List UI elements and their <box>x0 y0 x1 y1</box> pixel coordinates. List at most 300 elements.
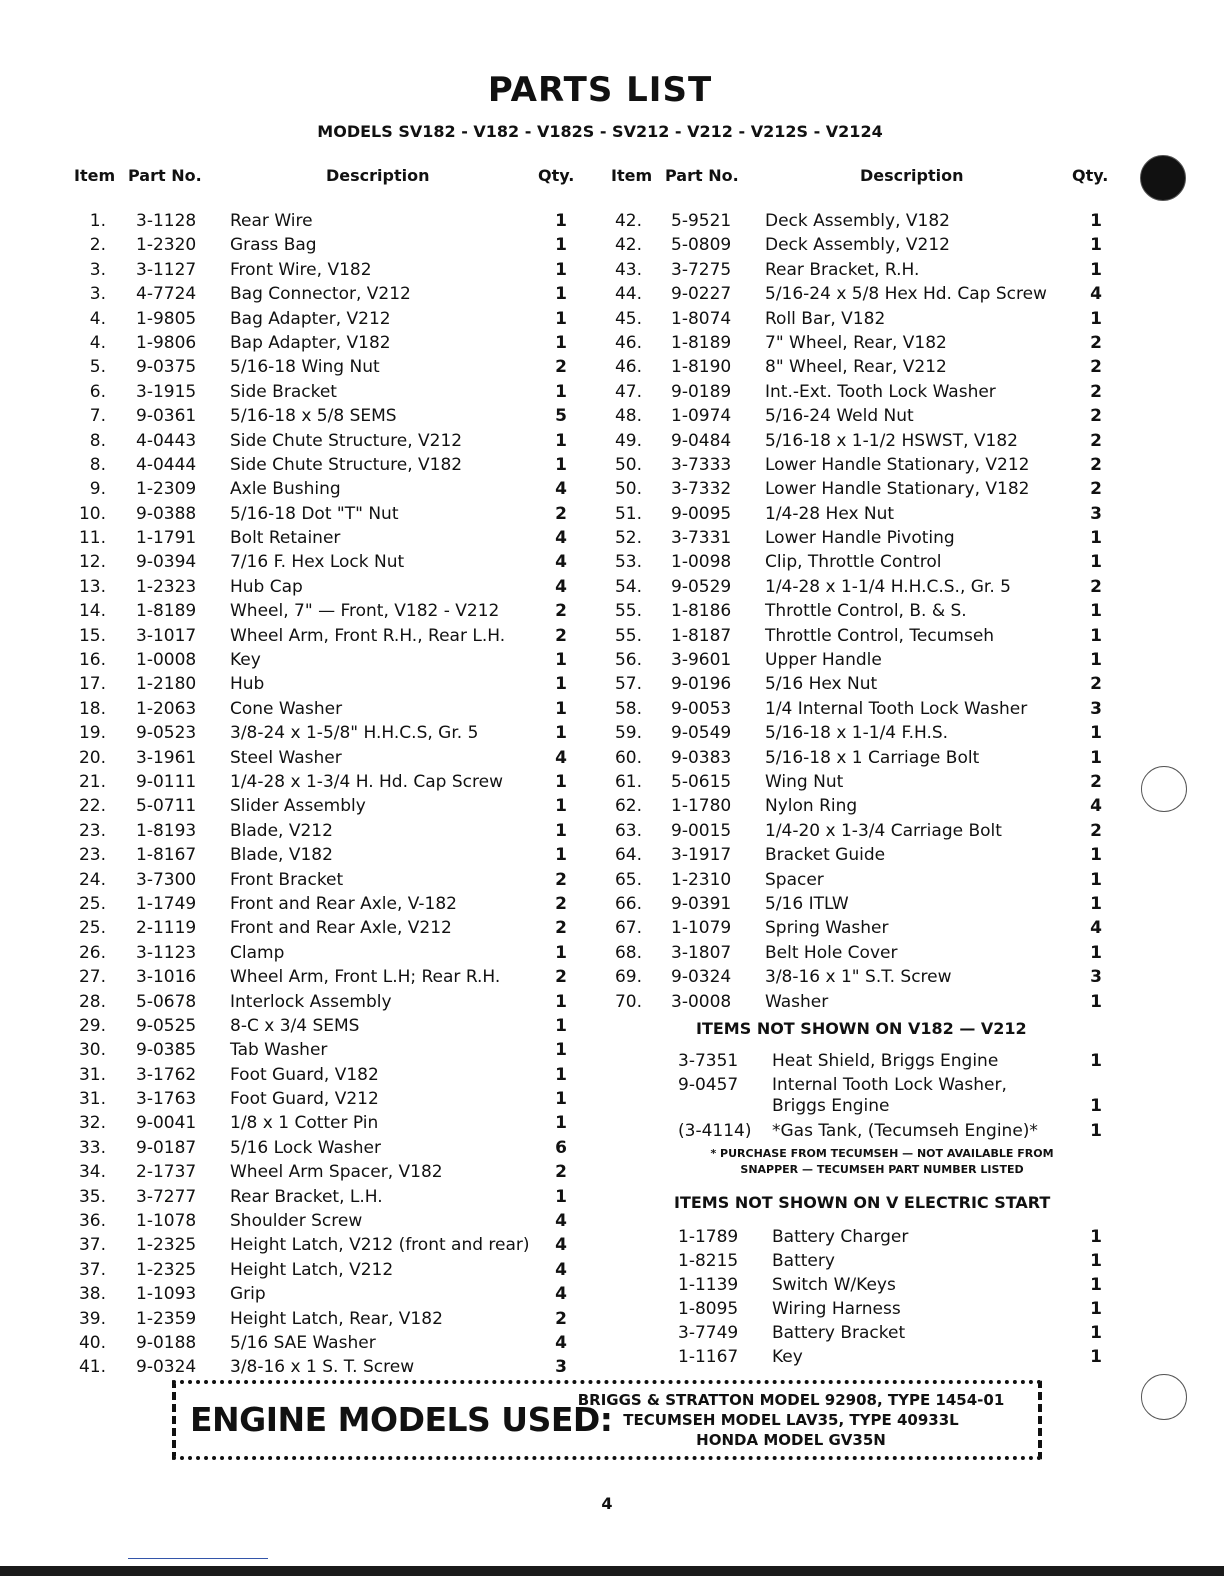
part-quantity: 4 <box>555 747 567 768</box>
part-description: Rear Bracket, R.H. <box>765 259 920 280</box>
item-number: 3. <box>89 284 106 305</box>
list-item <box>0 1119 1224 1143</box>
header-item-right: Item <box>611 166 653 185</box>
part-quantity: 2 <box>555 869 567 890</box>
part-number: 3-1127 <box>136 259 197 280</box>
part-number: 9-0324 <box>671 967 732 988</box>
part-description: Wing Nut <box>765 771 844 792</box>
item-number: 28. <box>78 991 106 1012</box>
item-number: 41. <box>78 1357 106 1378</box>
table-row <box>0 624 1224 648</box>
item-number: 49. <box>614 430 642 451</box>
part-number: 3-1123 <box>136 942 197 963</box>
part-number: 3-7351 <box>678 1051 739 1071</box>
item-number: 4. <box>89 308 106 329</box>
part-quantity: 1 <box>1090 1096 1102 1117</box>
part-quantity: 2 <box>555 625 567 646</box>
part-description: Interlock Assembly <box>230 991 392 1012</box>
item-number: 37. <box>78 1259 106 1280</box>
part-quantity: 1 <box>1090 625 1102 646</box>
item-number: 66. <box>614 893 642 914</box>
part-quantity: 4 <box>555 1259 567 1280</box>
part-quantity: 6 <box>555 1137 567 1158</box>
part-quantity: 2 <box>555 1162 567 1183</box>
part-description: 1/4 Internal Tooth Lock Washer <box>765 698 1028 719</box>
part-quantity: 2 <box>1090 576 1102 597</box>
part-description: Bolt Retainer <box>230 528 341 549</box>
part-description: 7/16 F. Hex Lock Nut <box>230 552 405 573</box>
item-number: 53. <box>614 552 642 573</box>
part-number: 1-1167 <box>678 1347 739 1367</box>
part-number: 4-7724 <box>136 284 197 305</box>
part-description: Bap Adapter, V182 <box>230 332 391 353</box>
part-number: 1-2325 <box>136 1259 197 1280</box>
parts-table-right <box>0 209 1224 1014</box>
part-quantity: 4 <box>555 1332 567 1353</box>
item-number: 45. <box>614 308 642 329</box>
part-number: (3-4114) <box>678 1120 752 1141</box>
header-description-left: Description <box>326 166 430 185</box>
part-quantity: 1 <box>555 1186 567 1207</box>
part-quantity: 1 <box>1090 869 1102 890</box>
part-quantity: 1 <box>555 845 567 866</box>
part-quantity: 4 <box>1090 284 1102 305</box>
item-number: 5. <box>89 357 106 378</box>
part-description: Nylon Ring <box>765 796 858 817</box>
part-number: 3-7332 <box>671 479 732 500</box>
table-row <box>0 746 1224 770</box>
list-item <box>0 1249 1224 1273</box>
part-number: 5-0615 <box>671 771 732 792</box>
table-row <box>0 453 1224 477</box>
item-number: 24. <box>78 869 106 890</box>
header-item-left: Item <box>74 166 116 185</box>
item-number: 55. <box>614 601 642 622</box>
table-row <box>0 1014 600 1038</box>
page-number: 4 <box>601 1494 613 1513</box>
part-quantity: 2 <box>555 967 567 988</box>
part-description: 1/4-28 x 1-3/4 H. Hd. Cap Screw <box>230 771 503 792</box>
part-quantity: 1 <box>1090 1051 1102 1071</box>
item-number: 62. <box>614 796 642 817</box>
binder-hole-icon <box>1141 766 1187 812</box>
item-number: 52. <box>614 528 642 549</box>
part-description: 1/8 x 1 Cotter Pin <box>230 1113 379 1134</box>
item-number: 31. <box>78 1064 106 1085</box>
item-number: 61. <box>614 771 642 792</box>
part-quantity: 1 <box>1090 1323 1102 1343</box>
part-quantity: 1 <box>1090 1347 1102 1367</box>
part-quantity: 1 <box>555 454 567 475</box>
part-number: 3-7331 <box>671 528 732 549</box>
item-number: 21. <box>78 771 106 792</box>
item-number: 57. <box>614 674 642 695</box>
part-number: 1-2309 <box>136 479 197 500</box>
item-number: 23. <box>78 845 106 866</box>
part-number: 9-0095 <box>671 503 732 524</box>
part-description: 5/16-24 Weld Nut <box>765 406 914 427</box>
part-number: 3-9601 <box>671 650 732 671</box>
part-quantity: 1 <box>555 796 567 817</box>
part-number: 1-2323 <box>136 576 197 597</box>
part-description: 8" Wheel, Rear, V212 <box>765 357 947 378</box>
part-description: Front Bracket <box>230 869 344 890</box>
part-description: Foot Guard, V212 <box>230 1089 379 1110</box>
list-item <box>0 1273 1224 1297</box>
table-row <box>0 404 1224 428</box>
table-row <box>0 941 1224 965</box>
part-quantity: 1 <box>555 723 567 744</box>
part-number: 3-1128 <box>136 211 197 231</box>
part-number: 9-0187 <box>136 1137 197 1158</box>
scan-mark <box>128 1558 268 1559</box>
part-number: 3-1763 <box>136 1089 197 1110</box>
not-shown-electric-heading: ITEMS NOT SHOWN ON V ELECTRIC START <box>674 1193 1051 1212</box>
part-description: Shoulder Screw <box>230 1211 363 1232</box>
part-description: 5/16 Lock Washer <box>230 1137 381 1158</box>
item-number: 68. <box>614 942 642 963</box>
part-number: 1-1139 <box>678 1275 739 1295</box>
part-number: 1-0974 <box>671 406 732 427</box>
item-number: 42. <box>614 211 642 231</box>
part-description: Clamp <box>230 942 285 963</box>
part-description: Grip <box>230 1284 266 1305</box>
part-description: 3/8-16 x 1" S.T. Screw <box>765 967 952 988</box>
table-row <box>0 282 1224 306</box>
part-number: 1-8095 <box>678 1299 739 1319</box>
item-number: 46. <box>614 357 642 378</box>
table-row <box>0 599 1224 623</box>
table-row <box>0 502 1224 526</box>
page-title: PARTS LIST <box>487 70 713 110</box>
part-quantity: 1 <box>1090 1275 1102 1295</box>
table-row <box>0 429 1224 453</box>
table-row <box>0 892 1224 916</box>
part-quantity: 1 <box>555 1040 567 1061</box>
part-description: Bag Connector, V212 <box>230 284 411 305</box>
part-description: Deck Assembly, V182 <box>765 211 950 231</box>
table-row <box>0 575 1224 599</box>
part-quantity: 2 <box>555 503 567 524</box>
item-number: 2. <box>89 235 106 256</box>
part-number: 1-1780 <box>671 796 732 817</box>
part-quantity: 4 <box>555 1284 567 1305</box>
part-quantity: 1 <box>1090 211 1102 231</box>
item-number: 6. <box>89 381 106 402</box>
part-number: 9-0523 <box>136 723 197 744</box>
part-description: Hub Cap <box>230 576 303 597</box>
part-quantity: 1 <box>1090 893 1102 914</box>
engine-model-tecumseh: TECUMSEH MODEL LAV35, TYPE 40933L <box>623 1411 959 1429</box>
part-description: Lower Handle Stationary, V212 <box>765 454 1030 475</box>
part-quantity: 2 <box>1090 332 1102 353</box>
item-number: 9. <box>89 479 106 500</box>
part-number: 4-0443 <box>136 430 197 451</box>
table-row <box>0 1160 600 1184</box>
item-number: 25. <box>78 918 106 939</box>
part-description: Hub <box>230 674 265 695</box>
part-quantity: 3 <box>1090 967 1102 988</box>
item-number: 64. <box>614 845 642 866</box>
part-description: 5/16-24 x 5/8 Hex Hd. Cap Screw <box>765 284 1047 305</box>
table-row <box>0 819 1224 843</box>
table-row <box>0 648 1224 672</box>
part-description: 5/16 ITLW <box>765 893 849 914</box>
part-description: Heat Shield, Briggs Engine <box>772 1051 999 1071</box>
engine-model-briggs: BRIGGS & STRATTON MODEL 92908, TYPE 1454-01 <box>577 1391 1005 1409</box>
item-number: 7. <box>89 406 106 427</box>
part-description: Rear Wire <box>230 211 313 231</box>
part-description: Wheel, 7" — Front, V182 - V212 <box>230 601 500 622</box>
item-number: 69. <box>614 967 642 988</box>
part-quantity: 3 <box>555 1357 567 1378</box>
part-description: Roll Bar, V182 <box>765 308 886 329</box>
part-number: 1-8186 <box>671 601 732 622</box>
item-number: 27. <box>78 967 106 988</box>
item-number: 14. <box>78 601 106 622</box>
part-description: Front and Rear Axle, V-182 <box>230 893 458 914</box>
part-quantity: 2 <box>555 893 567 914</box>
item-number: 12. <box>78 552 106 573</box>
part-number: 2-1737 <box>136 1162 197 1183</box>
part-number: 1-1749 <box>136 893 197 914</box>
models-line: MODELS SV182 - V182 - V182S - SV212 - V212 - V212S - V2124 <box>317 122 883 141</box>
part-number: 3-0008 <box>671 991 732 1012</box>
part-number: 9-0361 <box>136 406 197 427</box>
table-row <box>0 550 1224 574</box>
item-number: 39. <box>78 1308 106 1329</box>
item-number: 56. <box>614 650 642 671</box>
part-quantity: 1 <box>555 771 567 792</box>
part-description: Cone Washer <box>230 698 343 719</box>
part-number: 5-9521 <box>671 211 732 231</box>
item-number: 10. <box>78 503 106 524</box>
engine-models-label: ENGINE MODELS USED: <box>190 1400 613 1439</box>
part-description: 1/4-28 x 1-1/4 H.H.C.S., Gr. 5 <box>765 576 1011 597</box>
part-description: 5/16-18 x 5/8 SEMS <box>230 406 397 427</box>
list-item <box>0 1297 1224 1321</box>
table-row <box>0 307 1224 331</box>
part-number: 3-1017 <box>136 625 197 646</box>
item-number: 18. <box>78 698 106 719</box>
table-row <box>0 843 1224 867</box>
item-number: 46. <box>614 332 642 353</box>
part-quantity: 4 <box>555 1235 567 1256</box>
item-number: 36. <box>78 1211 106 1232</box>
part-description: 5/16-18 x 1-1/2 HSWST, V182 <box>765 430 1018 451</box>
item-number: 32. <box>78 1113 106 1134</box>
part-quantity: 2 <box>1090 430 1102 451</box>
part-description: Foot Guard, V182 <box>230 1064 379 1085</box>
engine-models-box <box>172 1380 1042 1460</box>
part-quantity: 4 <box>555 552 567 573</box>
part-number: 9-0388 <box>136 503 197 524</box>
item-number: 65. <box>614 869 642 890</box>
part-description: Bag Adapter, V212 <box>230 308 391 329</box>
item-number: 11. <box>78 528 106 549</box>
part-number: 1-1093 <box>136 1284 197 1305</box>
part-quantity: 1 <box>1090 235 1102 256</box>
part-description: Bracket Guide <box>765 845 886 866</box>
table-row <box>0 697 1224 721</box>
item-number: 25. <box>78 893 106 914</box>
item-number: 1. <box>89 211 106 231</box>
part-quantity: 4 <box>1090 918 1102 939</box>
part-quantity: 1 <box>1090 942 1102 963</box>
part-quantity: 1 <box>1090 991 1102 1012</box>
part-number: 1-9805 <box>136 308 197 329</box>
list-item <box>0 1321 1224 1345</box>
part-quantity: 2 <box>1090 454 1102 475</box>
item-number: 29. <box>78 1015 106 1036</box>
binder-hole-icon <box>1140 155 1186 201</box>
item-number: 30. <box>78 1040 106 1061</box>
list-item <box>0 1345 1224 1369</box>
part-quantity: 1 <box>555 942 567 963</box>
item-number: 31. <box>78 1089 106 1110</box>
part-description: Key <box>230 650 261 671</box>
part-number: 9-0525 <box>136 1015 197 1036</box>
part-quantity: 5 <box>555 406 567 427</box>
part-quantity: 1 <box>555 284 567 305</box>
part-description: *Gas Tank, (Tecumseh Engine)* <box>772 1120 1038 1141</box>
list-item <box>0 1073 1224 1118</box>
item-number: 70. <box>614 991 642 1012</box>
part-number: 9-0041 <box>136 1113 197 1134</box>
part-description: Key <box>772 1347 803 1367</box>
part-description: Lower Handle Pivoting <box>765 528 955 549</box>
part-quantity: 4 <box>555 1211 567 1232</box>
part-number: 9-0324 <box>136 1357 197 1378</box>
table-row <box>0 721 1224 745</box>
item-number: 47. <box>614 381 642 402</box>
list-item <box>0 1225 1224 1249</box>
part-description: Clip, Throttle Control <box>765 552 942 573</box>
table-row <box>0 1185 600 1209</box>
table-row <box>0 990 1224 1014</box>
part-number: 1-0008 <box>136 650 197 671</box>
item-number: 35. <box>78 1186 106 1207</box>
part-number: 3-1961 <box>136 747 197 768</box>
part-description: Side Chute Structure, V212 <box>230 430 463 451</box>
part-description: 1/4-20 x 1-3/4 Carriage Bolt <box>765 820 1002 841</box>
engine-models-list <box>556 1390 1026 1450</box>
part-description: 5/16-18 x 1 Carriage Bolt <box>765 747 980 768</box>
part-description: 5/16 SAE Washer <box>230 1332 376 1353</box>
part-description: 5/16-18 x 1-1/4 F.H.S. <box>765 723 949 744</box>
part-description: Tab Washer <box>230 1040 328 1061</box>
part-quantity: 2 <box>1090 406 1102 427</box>
part-quantity: 1 <box>1090 601 1102 622</box>
part-description: Lower Handle Stationary, V182 <box>765 479 1030 500</box>
part-number: 1-8167 <box>136 845 197 866</box>
item-number: 59. <box>614 723 642 744</box>
part-number: 3-7300 <box>136 869 197 890</box>
part-description: Upper Handle <box>765 650 882 671</box>
part-number: 1-1079 <box>671 918 732 939</box>
part-number: 9-0189 <box>671 381 732 402</box>
part-description: 1/4-28 Hex Nut <box>765 503 895 524</box>
not-shown-v182-v212-heading: ITEMS NOT SHOWN ON V182 — V212 <box>696 1019 1027 1038</box>
part-number: 1-8074 <box>671 308 732 329</box>
part-number: 1-2325 <box>136 1235 197 1256</box>
table-row <box>0 868 1224 892</box>
part-number: 1-1078 <box>136 1211 197 1232</box>
part-number: 9-0196 <box>671 674 732 695</box>
header-description-right: Description <box>860 166 964 185</box>
part-quantity: 1 <box>1090 650 1102 671</box>
item-number: 8. <box>89 454 106 475</box>
part-description: Battery Charger <box>772 1227 909 1247</box>
item-number: 55. <box>614 625 642 646</box>
part-quantity: 2 <box>1090 820 1102 841</box>
part-quantity: 3 <box>1090 503 1102 524</box>
part-description: Steel Washer <box>230 747 342 768</box>
list-item <box>0 1049 1224 1073</box>
item-number: 60. <box>614 747 642 768</box>
part-description: Axle Bushing <box>230 479 341 500</box>
part-number: 1-9806 <box>136 332 197 353</box>
item-number: 58. <box>614 698 642 719</box>
part-quantity: 1 <box>1090 552 1102 573</box>
part-quantity: 1 <box>555 991 567 1012</box>
part-number: 5-0678 <box>136 991 197 1012</box>
part-quantity: 1 <box>555 332 567 353</box>
part-number: 3-7277 <box>136 1186 197 1207</box>
part-quantity: 2 <box>555 357 567 378</box>
part-number: 1-8189 <box>136 601 197 622</box>
part-number: 1-2063 <box>136 698 197 719</box>
header-qty-left: Qty. <box>538 166 575 185</box>
table-row <box>0 526 1224 550</box>
part-number: 9-0394 <box>136 552 197 573</box>
item-number: 50. <box>614 454 642 475</box>
table-row <box>0 672 1224 696</box>
part-number: 9-0375 <box>136 357 197 378</box>
part-quantity: 3 <box>1090 698 1102 719</box>
part-number: 3-1917 <box>671 845 732 866</box>
part-quantity: 4 <box>1090 796 1102 817</box>
item-number: 17. <box>78 674 106 695</box>
part-description: Height Latch, V212 <box>230 1259 394 1280</box>
table-row <box>0 794 1224 818</box>
item-number: 63. <box>614 820 642 841</box>
purchase-note-line2: SNAPPER — TECUMSEH PART NUMBER LISTED <box>740 1163 1024 1176</box>
item-number: 42. <box>614 235 642 256</box>
part-quantity: 2 <box>555 1308 567 1329</box>
part-quantity: 1 <box>555 430 567 451</box>
part-quantity: 1 <box>555 211 567 231</box>
part-quantity: 1 <box>555 1015 567 1036</box>
part-quantity: 1 <box>1090 747 1102 768</box>
part-description: Grass Bag <box>230 235 317 256</box>
part-number: 9-0053 <box>671 698 732 719</box>
table-row <box>0 380 1224 404</box>
part-quantity: 4 <box>555 528 567 549</box>
part-description: Wiring Harness <box>772 1299 901 1319</box>
part-quantity: 1 <box>1090 308 1102 329</box>
part-description: Slider Assembly <box>230 796 366 817</box>
part-number: 9-0188 <box>136 1332 197 1353</box>
part-number: 9-0227 <box>671 284 732 305</box>
part-quantity: 1 <box>555 1089 567 1110</box>
table-row <box>0 233 1224 257</box>
part-description: Deck Assembly, V212 <box>765 235 950 256</box>
part-description: 5/16-18 Wing Nut <box>230 357 380 378</box>
part-quantity: 1 <box>1090 1251 1102 1271</box>
part-description: Wheel Arm, Front L.H; Rear R.H. <box>230 967 501 988</box>
part-description: Washer <box>765 991 829 1012</box>
